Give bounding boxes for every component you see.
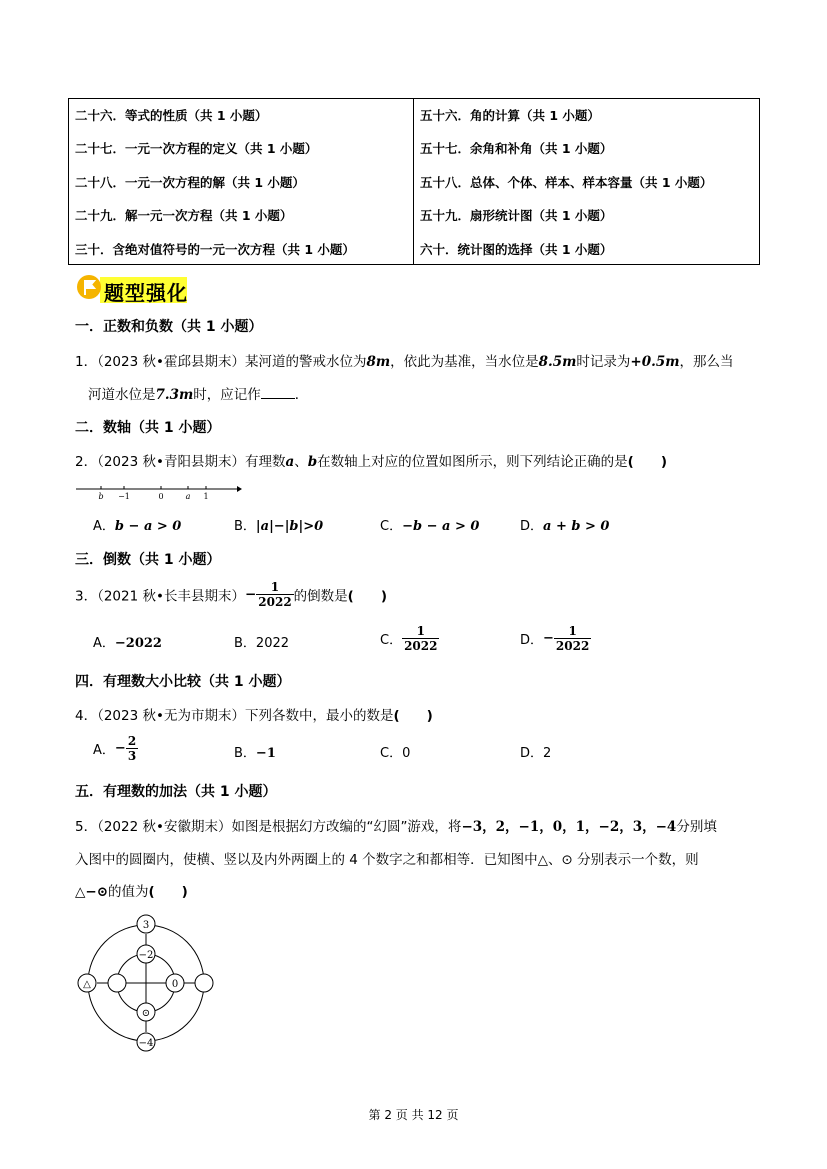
node-label-center-low: ⊙	[141, 1008, 151, 1019]
option-fraction	[402, 624, 439, 653]
number-line-figure	[74, 482, 244, 502]
option-value: a + b > 0	[543, 519, 610, 534]
option-a[interactable]	[93, 515, 181, 534]
option-d[interactable]	[520, 515, 609, 534]
q1-text: ，那么当	[679, 354, 734, 370]
q1-text: 时，应记作	[193, 387, 261, 403]
q4-text: 4．（2023 秋•无为市期末）下列各数中，最小的数是	[75, 708, 394, 724]
fraction-denominator: 2022	[555, 639, 590, 653]
option-label: C．	[380, 746, 403, 761]
fraction-denominator: 2022	[404, 639, 438, 653]
section-heading: 四．有理数大小比较（共 1 小题）	[75, 674, 291, 690]
q2-text: 、	[294, 454, 308, 470]
option-d[interactable]	[520, 624, 591, 653]
question-5-line-1	[75, 815, 717, 835]
option-label: C．	[380, 519, 403, 534]
section-heading: 三．倒数（共 1 小题）	[75, 552, 221, 568]
option-label: B．	[234, 746, 256, 761]
q3-fraction	[256, 580, 293, 609]
toc-item[interactable]: 五十七．余角和补角（共 1 小题）	[420, 141, 613, 157]
q3-neg: −	[244, 586, 257, 603]
q1-text: 时记录为	[576, 354, 631, 370]
tick-label: 0	[158, 492, 164, 501]
option-label: D．	[520, 519, 544, 534]
q3-text: 3．（2021 秋•长丰县期末）	[75, 588, 245, 605]
answer-blank[interactable]	[261, 386, 295, 399]
q1-value: +0.5m	[630, 354, 680, 370]
q5-expression: △−⊙	[75, 884, 109, 900]
option-c[interactable]	[380, 624, 439, 653]
toc-item[interactable]: 二十八．一元一次方程的解（共 1 小题）	[75, 174, 305, 190]
option-label: D．	[520, 633, 544, 648]
question-4-stem	[75, 704, 433, 724]
q5-text: 分别填	[676, 819, 717, 835]
option-b[interactable]	[234, 515, 323, 534]
toc-item[interactable]: 二十九．解一元一次方程（共 1 小题）	[75, 208, 293, 224]
section-heading: 一．正数和负数（共 1 小题）	[75, 319, 263, 335]
toc-item[interactable]: 五十六．角的计算（共 1 小题）	[420, 108, 600, 123]
option-value: 2022	[255, 636, 290, 651]
option-label: A．	[93, 519, 115, 534]
number-line-arrow	[237, 486, 242, 492]
section-banner	[76, 273, 188, 305]
option-neg: −	[543, 631, 554, 646]
option-a[interactable]	[93, 632, 162, 651]
option-b[interactable]	[234, 742, 276, 761]
option-label: A．	[93, 743, 115, 758]
tick-label: a	[185, 492, 191, 501]
section-heading: 五．有理数的加法（共 1 小题）	[75, 784, 277, 800]
q1-value: 7.3m	[155, 387, 194, 403]
toc-item[interactable]: 二十七．一元一次方程的定义（共 1 小题）	[75, 141, 318, 157]
fraction-numerator: 2	[127, 734, 137, 748]
q5-numbers: −3，2，−1，0，1，−2，3，−4	[461, 819, 677, 835]
q2-text: 2．（2023 秋•青阳县期末）有理数	[75, 454, 286, 470]
option-label: B．	[234, 636, 256, 651]
page-footer: 第 2 页 共 12 页	[368, 1108, 459, 1122]
node-right-outer	[195, 974, 213, 992]
toc-table	[68, 98, 760, 265]
option-c[interactable]	[380, 742, 410, 761]
option-value: −2022	[114, 636, 162, 651]
q3-text: 的倒数是	[293, 588, 348, 605]
question-1-line-1	[75, 350, 734, 370]
q1-value: 8.5m	[538, 354, 577, 370]
question-2-stem	[75, 450, 667, 470]
option-value: −1	[255, 746, 276, 761]
node-label-inner-right: 0	[171, 979, 179, 990]
node-label-bottom: −4	[138, 1038, 154, 1049]
toc-item[interactable]: 三十．含绝对值符号的一元一次方程（共 1 小题）	[75, 241, 355, 257]
toc-item[interactable]: 五十九．扇形统计图（共 1 小题）	[420, 208, 613, 224]
tick-label: b	[98, 492, 104, 501]
question-5-line-2: 入图中的圆圈内，使横、竖以及内外两圈上的 4 个数字之和都相等．已知图中△、⊙ 分别表示一个数，则	[75, 852, 699, 868]
q1-value: 8m	[366, 354, 391, 370]
toc-item[interactable]: 五十八．总体、个体、样本、样本容量（共 1 小题）	[420, 174, 713, 190]
option-label: D．	[520, 746, 544, 761]
q5-text: 的值为	[108, 884, 149, 900]
option-value: 0	[402, 746, 411, 761]
tick-label: 1	[203, 492, 209, 501]
magic-circle-figure	[74, 912, 219, 1052]
q2-var-a: a	[285, 454, 295, 470]
option-label: B．	[234, 519, 256, 534]
question-1-line-2	[88, 383, 308, 403]
option-neg: −	[114, 741, 126, 756]
answer-paren[interactable]: ( )	[393, 708, 433, 724]
section-heading: 二．数轴（共 1 小题）	[75, 420, 221, 436]
node-label-upper: −2	[138, 950, 154, 961]
banner-title: 题型强化	[104, 281, 188, 305]
option-value: 2	[543, 746, 552, 761]
q1-text: 河道水位是	[88, 387, 156, 403]
option-value: b − a > 0	[114, 519, 182, 534]
answer-paren[interactable]: ( )	[627, 454, 667, 470]
option-c[interactable]	[380, 515, 479, 534]
answer-paren[interactable]: ( )	[347, 588, 388, 605]
toc-left-column	[69, 99, 414, 264]
node-label-left: △	[83, 979, 91, 990]
toc-item[interactable]: 六十．统计图的选择（共 1 小题）	[420, 241, 613, 257]
toc-item[interactable]: 二十六．等式的性质（共 1 小题）	[75, 108, 268, 123]
q1-text: ，依此为基准，当水位是	[390, 354, 539, 370]
fraction-numerator: 1	[554, 624, 591, 639]
q2-var-b: b	[307, 454, 318, 470]
tick-label: −1	[118, 492, 130, 501]
fraction-denominator: 2022	[258, 595, 292, 609]
option-d[interactable]	[520, 742, 551, 761]
fraction-denominator: 3	[127, 749, 137, 763]
option-value: |a|−|b|>0	[255, 519, 324, 534]
option-b[interactable]	[234, 632, 289, 651]
option-fraction	[126, 734, 138, 763]
node-left-inner	[108, 974, 126, 992]
question-5-line-3	[75, 880, 188, 900]
fraction-numerator: 1	[256, 580, 293, 595]
q5-text: 5．（2022 秋•安徽期末）如图是根据幻方改编的“幻圆”游戏，将	[75, 819, 462, 835]
option-label: C．	[380, 633, 403, 648]
answer-paren[interactable]: ( )	[148, 884, 188, 900]
fraction-numerator: 1	[402, 624, 439, 639]
q1-text: ．	[294, 387, 309, 403]
option-fraction	[554, 624, 591, 653]
option-value: −b − a > 0	[402, 519, 480, 534]
toc-right-column	[414, 99, 759, 264]
option-label: A．	[93, 636, 115, 651]
q2-text: 在数轴上对应的位置如图所示，则下列结论正确的是	[317, 454, 628, 470]
option-a[interactable]	[93, 734, 138, 763]
question-3-stem	[75, 580, 387, 609]
node-label-top: 3	[142, 920, 150, 931]
q1-text: 1．（2023 秋•霍邱县期末）某河道的警戒水位为	[75, 354, 367, 370]
